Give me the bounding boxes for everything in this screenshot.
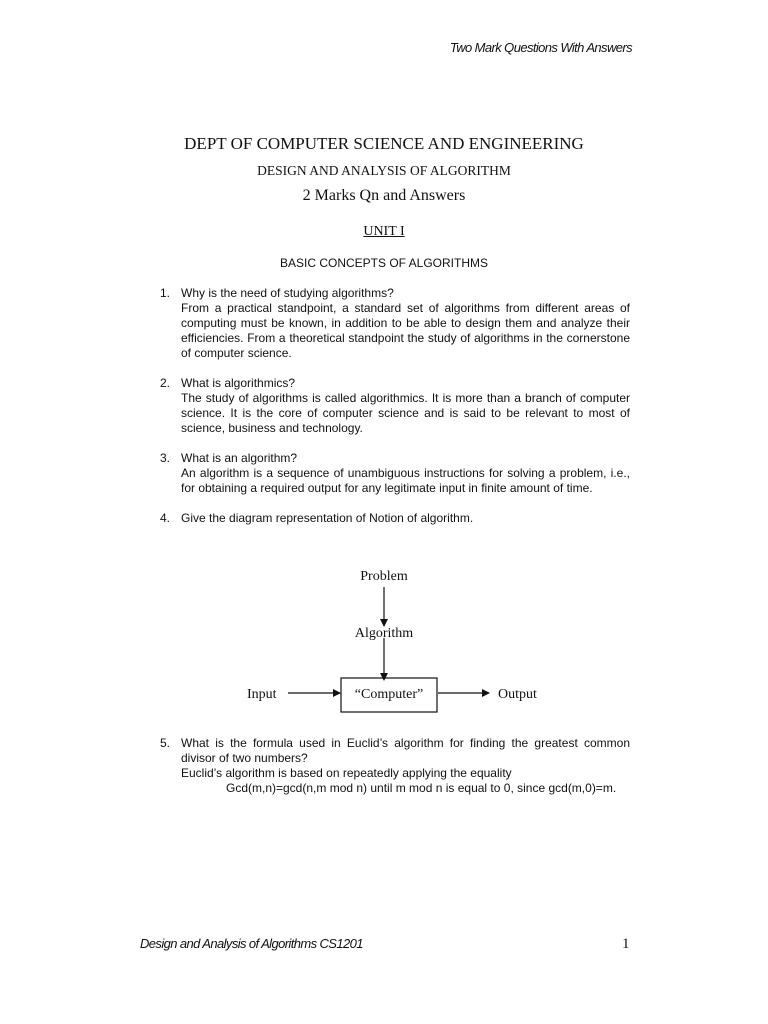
problem-label: Problem [360,569,408,584]
question-text: What is algorithmics? [181,376,296,390]
computer-label: “Computer” [354,687,424,702]
course-title: DESIGN AND ANALYSIS OF ALGORITHM [257,163,511,178]
algorithm-label: Algorithm [354,626,414,641]
answer-text: From a practical standpoint, a standard set of algorithms from different areas of computing must be known, in addition to be able to design them and analyze their efficiencies. From a theoretical standpoint the study of algorithms in the cornerstone of computer science. [181,301,630,360]
question-number: 4. [160,511,171,525]
section-heading: BASIC CONCEPTS OF ALGORITHMS [279,256,489,270]
output-label: Output [498,687,537,702]
footer-course-code: Design and Analysis of Algorithms CS1201 [140,936,363,951]
question-number: 3. [160,451,171,465]
question-text: Why is the need of studying algorithms? [181,286,394,300]
question-item [160,511,630,526]
question-number: 5. [160,736,171,750]
page-number: 1 [622,936,630,952]
answer-text: Euclid’s algorithm is based on repeatedly applying the equality [181,766,512,780]
answer-text: The study of algorithms is called algorithmics. It is more than a branch of computer science. It is the core of computer science and is said to be relevant to most of science, business and technology. [181,391,630,435]
question-text: Give the diagram representation of Notion of algorithm. [181,511,474,525]
question-text: What is an algorithm? [181,451,298,465]
question-item [160,736,630,796]
unit-heading: UNIT I [363,224,405,239]
question-item [160,286,630,361]
document-subtitle: 2 Marks Qn and Answers [302,187,466,204]
gcd-formula: Gcd(m,n)=gcd(n,m mod n) until m mod n is equal to 0, since gcd(m,0)=m. [226,781,617,795]
question-item [160,376,630,436]
input-label: Input [247,687,277,702]
answer-text: An algorithm is a sequence of unambiguous instructions for solving a problem, i.e., for obtaining a required output for any legitimate input in finite amount of time. [181,466,630,495]
question-item [160,451,630,496]
running-header: Two Mark Questions With Answers [449,40,632,55]
notion-of-algorithm-diagram [230,560,550,720]
question-text: What is the formula used in Euclid’s algorithm for finding the greatest common divisor of two numbers? [181,736,630,765]
department-title: DEPT OF COMPUTER SCIENCE AND ENGINEERING [184,134,584,153]
question-number: 1. [160,286,171,300]
question-number: 2. [160,376,171,390]
